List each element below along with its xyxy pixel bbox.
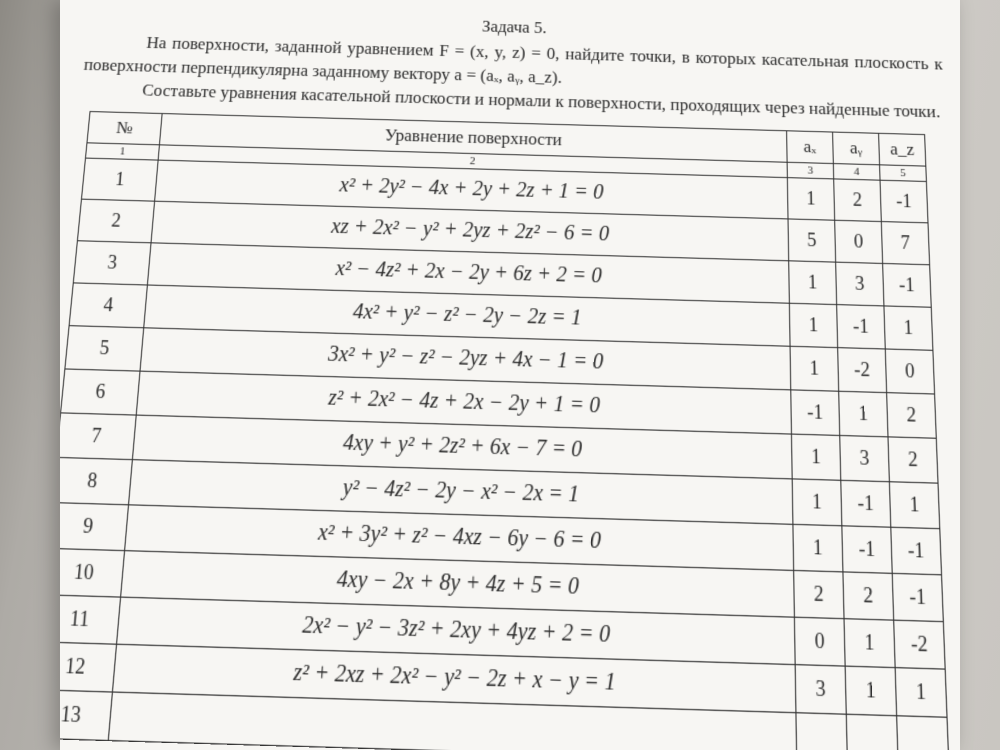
row-number: 1 (81, 158, 158, 201)
header-ay: aᵧ (833, 132, 880, 165)
surface-equation: z² + 2x² − 4z + 2x − 2y + 1 = 0 (136, 371, 791, 434)
surface-equation: 2x² − y² − 3z² + 2xy + 4yz + 2 = 0 (117, 597, 796, 665)
vector-ay: 2 (834, 179, 882, 222)
surface-equation: 4x² + y² − z² − 2y − 2z = 1 (144, 285, 790, 346)
vector-az: 1 (889, 482, 939, 529)
vector-az: 2 (888, 437, 938, 483)
vector-ay: -1 (842, 526, 892, 574)
row-number: 4 (69, 283, 147, 328)
vector-az: -1 (883, 263, 932, 307)
col-num-3: 3 (787, 162, 834, 179)
col-num-1: 1 (85, 143, 159, 160)
surface-equation: 4xy + y² + 2z² + 6x − 7 = 0 (132, 415, 792, 479)
vector-ax: 0 (794, 617, 845, 666)
surface-equation: xz + 2x² − y² + 2yz + 2z² − 6 = 0 (151, 201, 789, 261)
vector-ax: 3 (795, 665, 846, 715)
vector-ay: 1 (844, 619, 895, 668)
vector-az: 1 (895, 668, 947, 718)
vector-ay: 1 (845, 666, 896, 716)
header-az: a_z (879, 133, 926, 166)
header-number: № (87, 112, 162, 145)
vector-ax: -1 (791, 390, 840, 436)
vector-ax: 1 (789, 261, 837, 305)
vector-ax: 1 (791, 434, 840, 480)
row-number: 12 (60, 642, 117, 692)
row-number: 11 (60, 595, 121, 644)
vector-ay (846, 714, 898, 750)
vector-az: -1 (892, 573, 943, 621)
vector-az: 0 (885, 349, 934, 394)
vector-az: -2 (894, 620, 945, 669)
vector-ax: 1 (793, 524, 843, 572)
vector-ax: 5 (788, 219, 836, 262)
vector-ay: 2 (843, 572, 894, 620)
surface-equation: x² + 3y² + z² − 4xz − 6y − 6 = 0 (125, 505, 794, 571)
col-num-2: 2 (158, 145, 787, 178)
row-number: 10 (60, 548, 125, 597)
row-number: 5 (65, 326, 144, 371)
vector-az: 7 (881, 222, 929, 265)
surface-equation: z² + 2xz + 2x² − y² − 2z + x − y = 1 (112, 644, 795, 712)
vector-ay: 3 (836, 262, 884, 306)
task-text-1: На поверхности, заданной уравнением F = (x, y, z) = 0, найдите точки, в которых касательная плоскость к поверхности перпендикулярна заданному вектору a = (aₓ, aᵧ, a_z). (83, 33, 943, 87)
vector-ay: -1 (837, 305, 886, 349)
document-body (60, 0, 960, 750)
surface-equation: x² − 4z² + 2x − 2y + 6z + 2 = 0 (147, 243, 789, 303)
vector-ay: -2 (838, 348, 887, 393)
vector-ax: 1 (787, 178, 834, 221)
task-text-2: Составьте уравнения касательной плоскости и нормали к поверхности, проходящих через найденные точки. (141, 80, 941, 122)
col-num-5: 5 (880, 165, 927, 182)
surface-equation: y² − 4z² − 2y − x² − 2x = 1 (129, 460, 793, 525)
row-number: 6 (61, 369, 140, 415)
surfaces-table (60, 111, 949, 750)
surface-equation: x² + 2y² − 4x + 2y + 2z + 1 = 0 (155, 160, 788, 219)
vector-az: 1 (884, 306, 933, 350)
surface-equation: 4xy − 2x + 8y + 4z + 5 = 0 (121, 551, 795, 618)
row-number: 2 (77, 199, 154, 243)
vector-ay: -1 (841, 480, 891, 527)
vector-ay: 0 (835, 220, 883, 263)
vector-az (897, 716, 949, 750)
header-ax: aₓ (787, 131, 834, 164)
row-number: 3 (73, 241, 151, 285)
task-title: Задача 5. (481, 16, 548, 38)
vector-ay: 3 (840, 435, 890, 481)
surface-equation: 3x² + y² − z² − 2yz + 4x − 1 = 0 (140, 328, 791, 390)
row-number: 7 (60, 413, 136, 460)
vector-az: 2 (887, 393, 937, 439)
vector-az: -1 (891, 527, 942, 575)
row-number: 13 (60, 690, 112, 741)
header-equation: Уравнение поверхности (159, 114, 787, 163)
row-number: 8 (60, 457, 132, 504)
vector-ax: 2 (794, 570, 844, 618)
paper-sheet (60, 0, 960, 750)
vector-ay: 1 (839, 391, 888, 437)
row-number: 9 (60, 503, 129, 551)
table-body (60, 158, 949, 750)
vector-ax: 1 (790, 346, 839, 391)
vector-ax: 1 (789, 303, 837, 347)
vector-ax: 1 (792, 479, 842, 526)
col-num-4: 4 (833, 164, 880, 181)
vector-ax (796, 713, 847, 750)
vector-az: -1 (880, 180, 928, 223)
